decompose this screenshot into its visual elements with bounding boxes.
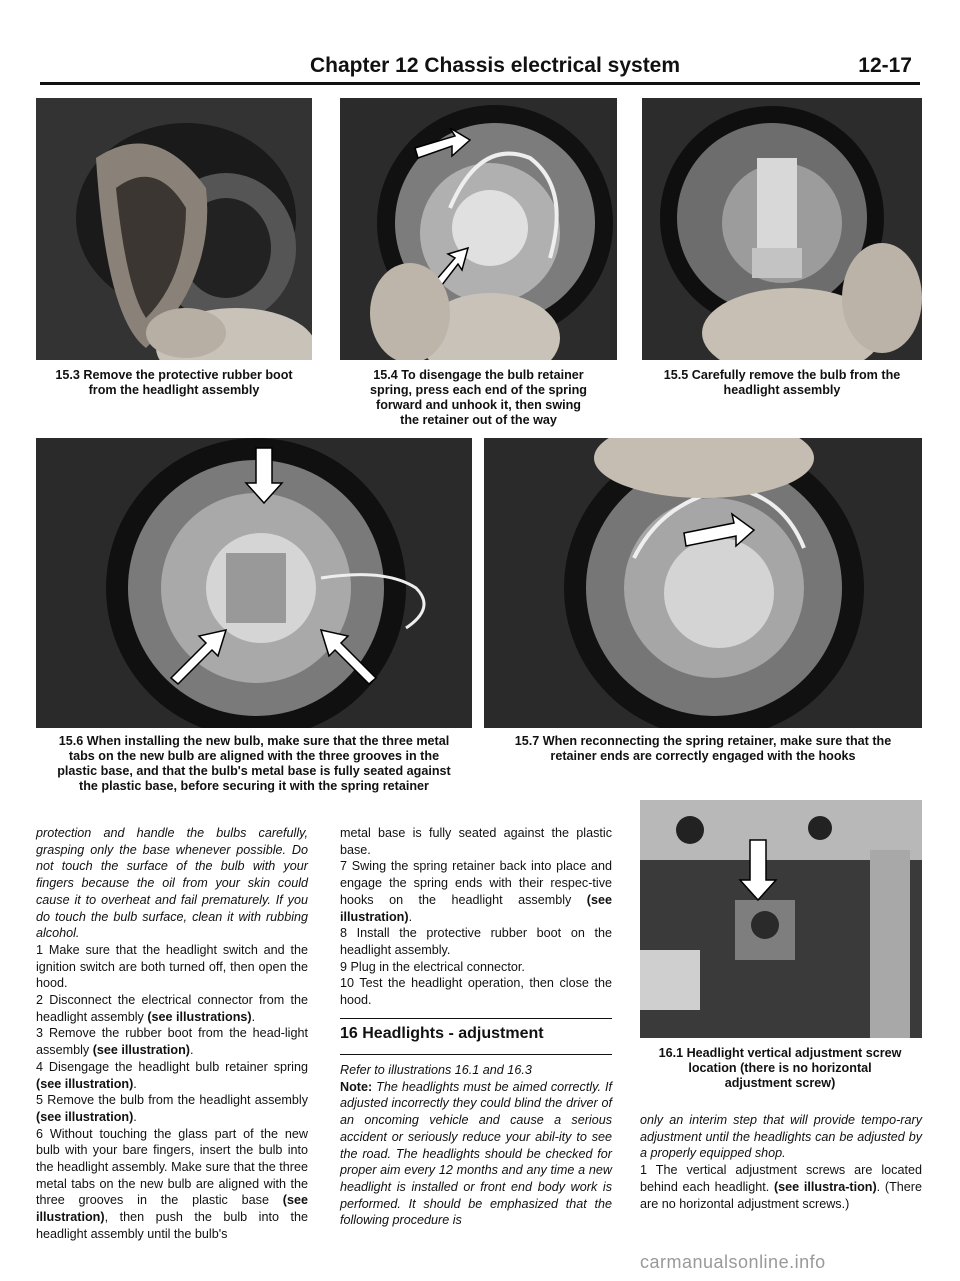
step-5: 5 Remove the bulb from the headlight assembly (see illustration). <box>36 1093 308 1124</box>
chapter-title: Chapter 12 Chassis electrical system <box>310 54 681 77</box>
photo-15-3 <box>36 98 312 360</box>
refer-text: Refer to illustrations 16.1 and 16.3 <box>340 1063 532 1077</box>
photo-15-5 <box>642 98 922 360</box>
caption-15-6: 15.6 When installing the new bulb, make sure that the three metal tabs on the new bulb are aligned with the three grooves in the plastic base, and that the bulb's metal base is fully seated against the plastic base, before securing it with the spring retainer <box>57 734 451 793</box>
section-heading: 16 Headlights - adjustment <box>340 1025 544 1042</box>
section-rule-bottom <box>340 1054 612 1055</box>
caption-15-5: 15.5 Carefully remove the bulb from the headlight assembly <box>663 368 901 397</box>
page-header <box>40 52 920 82</box>
interim-text: only an interim step that will provide tempo-rary adjustment until the headlights can be adjusted by a properly equipped shop. <box>640 1113 922 1161</box>
warning-text: protection and handle the bulbs carefully, grasping only the base whenever possible. Do not touch the surface of the bulb with your fingers because the oil from your skin could cause it to overheat and fail prematurely. If you do touch the bulb surface, clean it with rubbing alcohol. <box>36 826 308 941</box>
step-1: 1 Make sure that the headlight switch and the ignition switch are both turned off, then open the hood. <box>36 942 308 991</box>
text-column-1 <box>36 825 308 1243</box>
step-8: 8 Install the protective rubber boot on the headlight assembly. <box>340 926 612 957</box>
step-7: 7 Swing the spring retainer back into place and engage the spring ends with their respec-tive hooks on the headlight assembly (see illustration). <box>340 859 612 924</box>
step-9: 9 Plug in the electrical connector. <box>340 959 525 974</box>
text-column-2-section <box>340 1062 612 1229</box>
page-number: 12-17 <box>858 54 912 77</box>
adjust-step-1: 1 The vertical adjustment screws are located behind each headlight. (see illustra-tion). (There are no horizontal adjustment screws.) <box>640 1163 922 1211</box>
text-column-2 <box>340 825 612 1009</box>
caption-15-7: 15.7 When reconnecting the spring retainer, make sure that the retainer ends are correctly engaged with the hooks <box>514 734 892 763</box>
text-column-3 <box>640 1112 922 1212</box>
caption-16-1: 16.1 Headlight vertical adjustment screw location (there is no horizontal adjustment screw) <box>658 1046 902 1090</box>
photo-15-7 <box>484 438 922 728</box>
note-text: Note: The headlights must be aimed correctly. If adjusted incorrectly they could blind the driver of an oncoming vehicle and cause a serious accident or seriously reduce your abil-ity to see the road. The headlights should be checked for proper aim every 12 months and any time a new headlight is installed or front end body work is performed. It should be emphasized that the following procedure is <box>340 1079 612 1228</box>
section-heading-block <box>340 1026 612 1043</box>
photo-15-6 <box>36 438 472 728</box>
photo-16-1 <box>640 800 922 1038</box>
step-4: 4 Disengage the headlight bulb retainer spring (see illustration). <box>36 1059 308 1091</box>
section-rule-top <box>340 1018 612 1019</box>
photo-15-4 <box>340 98 617 360</box>
header-rule <box>40 82 920 85</box>
caption-15-3: 15.3 Remove the protective rubber boot from the headlight assembly <box>55 368 293 397</box>
step-10: 10 Test the headlight operation, then close the hood. <box>340 976 612 1008</box>
step-2: 2 Disconnect the electrical connector from the headlight assembly (see illustrations). <box>36 993 308 1024</box>
step-6: 6 Without touching the glass part of the new bulb with your bare fingers, insert the bulb into the headlight assembly. Make sure that the three metal tabs on the new bulb are aligned with the three grooves in the plastic base (see illustration), then push the bulb into the headlight assembly until the bulb's <box>36 1126 308 1241</box>
step-3: 3 Remove the rubber boot from the head-light assembly (see illustration). <box>36 1026 308 1058</box>
caption-15-4: 15.4 To disengage the bulb retainer spring, press each end of the spring forward and unhook it, then swing the retainer out of the way <box>370 368 587 427</box>
step-6-continued: metal base is fully seated against the plastic base. <box>340 826 612 857</box>
watermark: carmanualsonline.info <box>640 1252 826 1272</box>
